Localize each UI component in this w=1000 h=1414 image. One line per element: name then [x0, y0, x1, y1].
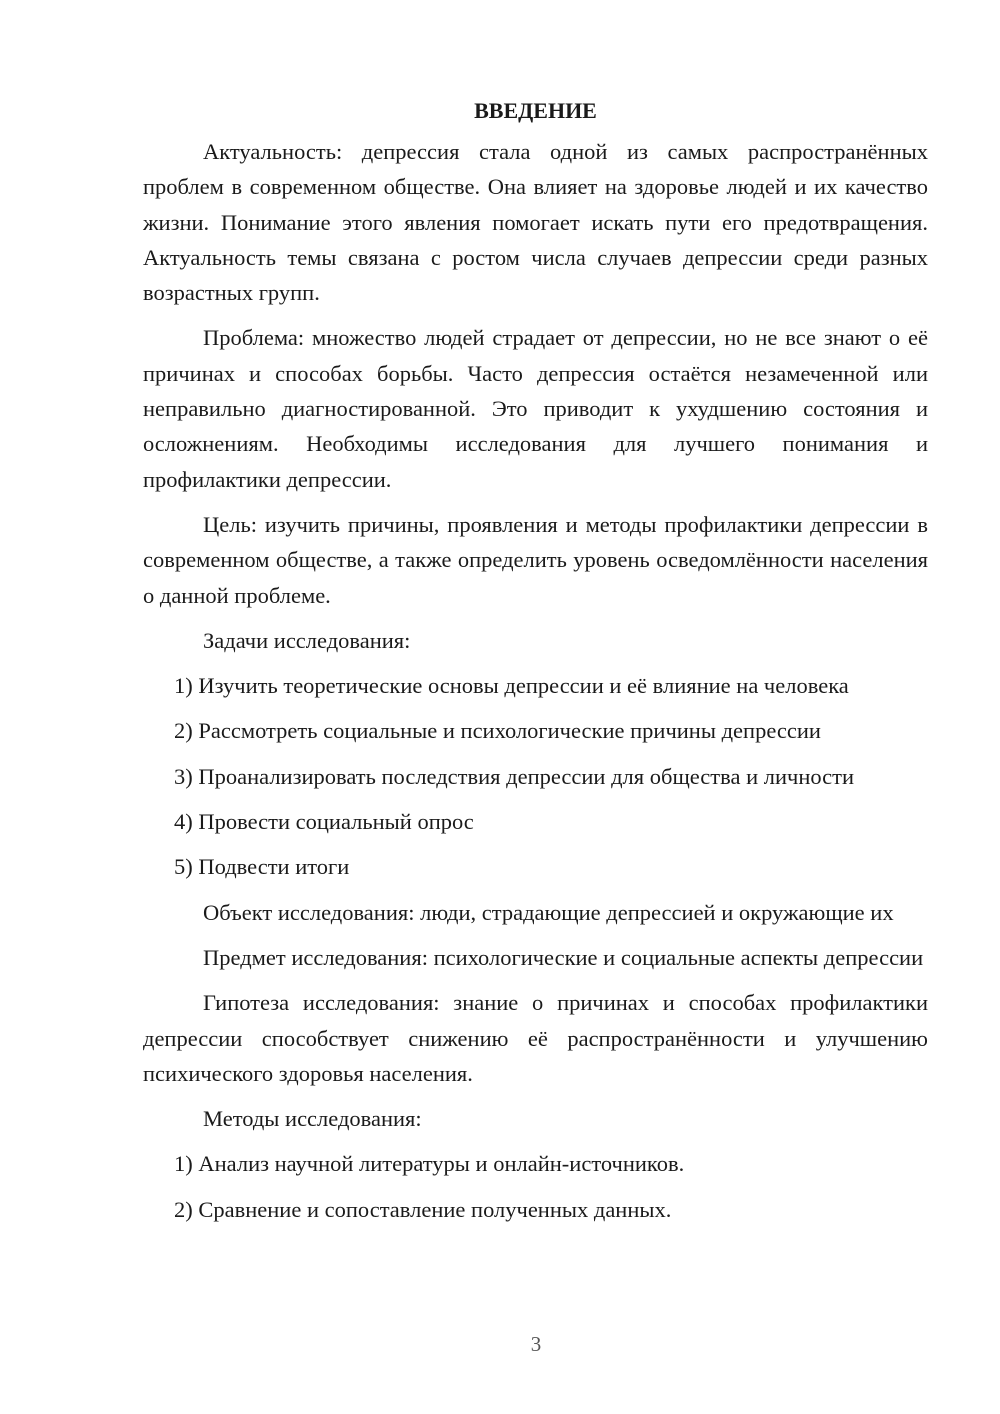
relevance-paragraph: Актуальность: депрессия стала одной из самых распространённых проблем в современном обществе. Она влияет на здоровье людей и их качество жизни. Понимание этого явления помогает искать пути его предотвращения. Актуальность темы связана с ростом числа случаев депрессии среди разных возрастных групп.: [143, 139, 928, 306]
list-item: 2) Сравнение и сопоставление полученных данных.: [174, 1196, 672, 1222]
list-item: 3) Проанализировать последствия депрессии для общества и личности: [174, 763, 855, 789]
list-item: 4) Провести социальный опрос: [174, 809, 474, 835]
hypothesis-paragraph: Гипотеза исследования: знание о причинах и способах профилактики депрессии способствует снижению её распространённости и улучшению психического здоровья населения.: [143, 990, 928, 1086]
tasks-label: Задачи исследования:: [203, 627, 411, 653]
goal-paragraph: Цель: изучить причины, проявления и методы профилактики депрессии в современном обществе, а также определить уровень осведомлённости населения о данной проблеме.: [143, 511, 928, 608]
object-paragraph: Объект исследования: люди, страдающие депрессией и окружающие их: [203, 899, 894, 925]
page-number: 3: [530, 1332, 542, 1356]
list-item: 1) Анализ научной литературы и онлайн-источников.: [174, 1151, 685, 1177]
section-heading: ВВЕДЕНИЕ: [474, 98, 597, 123]
methods-label: Методы исследования:: [203, 1106, 422, 1132]
list-item: 5) Подвести итоги: [174, 854, 350, 880]
subject-paragraph: Предмет исследования: психологические и социальные аспекты депрессии: [203, 944, 924, 970]
list-item: 2) Рассмотреть социальные и психологические причины депрессии: [174, 718, 821, 744]
list-item: 1) Изучить теоретические основы депрессии и её влияние на человека: [174, 673, 849, 699]
tasks-list: [143, 668, 928, 884]
page-content: [143, 93, 928, 1237]
problem-paragraph: Проблема: множество людей страдает от депрессии, но не все знают о её причинах и способах борьбы. Часто депрессия остаётся незамеченной или неправильно диагностированной. Это приводит к ухудшению состояния и осложнениям. Необходимы исследования для лучшего понимания и профилактики депрессии.: [143, 325, 928, 492]
methods-list: [143, 1146, 928, 1227]
